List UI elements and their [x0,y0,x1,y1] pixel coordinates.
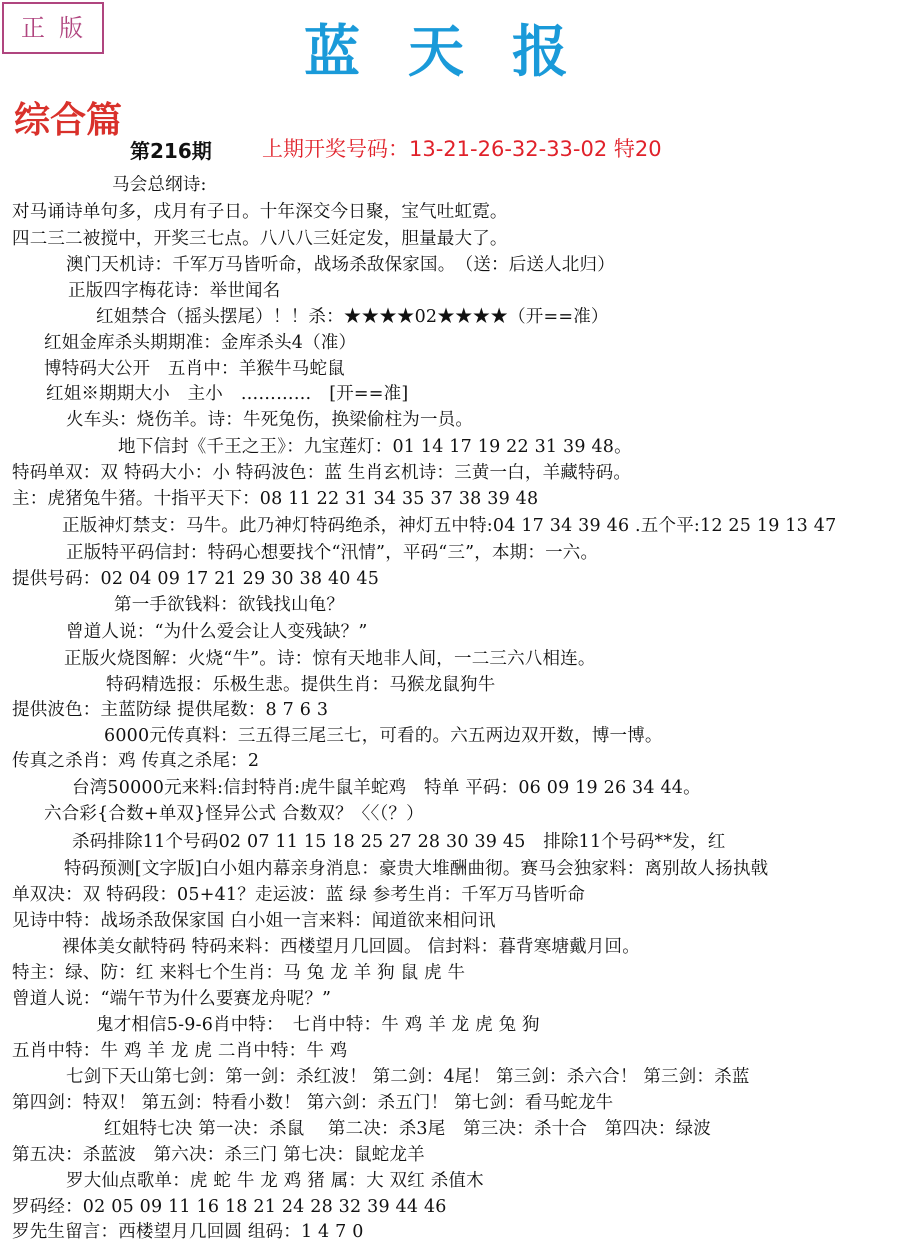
text-line: 罗码经：02 05 09 11 16 18 21 24 28 32 39 44 46 [12,1197,447,1217]
text-line: 单双决：双 特码段：05+41？走运波：蓝 绿 参考生肖：千军万马皆听命 [12,885,586,905]
text-line: 见诗中特：战场杀敌保家国 白小姐一言来料：闻道欲来相问讯 [12,911,496,931]
text-line: 传真之杀肖：鸡 传真之杀尾：2 [12,751,260,771]
text-line: 四二三二被搅中，开奖三七点。八八八三妊定发，胆量最大了。 [12,229,508,249]
text-line: 正版特平码信封：特码心想要找个“汛情”，平码“三”，本期：一六。 [66,543,599,563]
last-draw-numbers: 上期开奖号码：13-21-26-32-33-02 特20 [262,137,662,161]
text-line: 裸体美女献特码 特码来料：西楼望月几回圆。 信封料：暮背寒塘戴月回。 [62,937,640,957]
text-line: 6000元传真料：三五得三尾三七，可看的。六五两边双开数，博一博。 [104,726,663,746]
text-line: 澳门天机诗：千军万马皆听命，战场杀敌保家国。 （送：后送人北归） [66,255,615,275]
text-line: 红姐※期期大小 主小 ………… [开==准] [46,384,409,404]
text-line: 特码精选报：乐极生悲。提供生肖：马猴龙鼠狗牛 [106,675,496,695]
text-line: 第五决：杀蓝波 第六决：杀三门 第七决：鼠蛇龙羊 [12,1145,425,1165]
text-line: 红姐金库杀头期期准：金库杀头4（准） [44,333,357,353]
text-line: 红姐特七决 第一决：杀鼠 第二决：杀3尾 第三决：杀十合 第四决：绿波 [104,1119,711,1139]
text-line: 台湾50000元来料:信封特肖:虎牛鼠羊蛇鸡 特单 平码：06 09 19 26 34 44。 [72,778,701,798]
text-line: 正版火烧图解：火烧“牛”。诗：惊有天地非人间，一二三六八相连。 [64,649,596,669]
text-line: 提供波色：主蓝防绿 提供尾数：8 7 6 3 [12,700,329,720]
text-line: 特码单双：双 特码大小：小 特码波色：蓝 生肖玄机诗：三黄一白，羊藏特码。 [12,463,632,483]
section-title: 综合篇 [14,99,123,141]
text-line: 红姐禁合（摇头摆尾）！！杀：★★★★02★★★★（开==准） [96,307,609,327]
text-line: 曾道人说：“端午节为什么要赛龙舟呢？” [12,989,332,1009]
text-line: 罗大仙点歌单：虎 蛇 牛 龙 鸡 猪 属：大 双红 杀值木 [66,1171,484,1191]
edition-badge: 正版 [2,2,104,54]
text-line: 提供号码：02 04 09 17 21 29 30 38 40 45 [12,569,380,589]
text-line: 火车头：烧伤羊。诗：牛死兔伤，换梁偷柱为一员。 [66,410,474,430]
text-line: 主：虎猪兔牛猪。十指平天下：08 11 22 31 34 35 37 38 39 48 [12,489,539,509]
text-line: 正版神灯禁支：马牛。此乃神灯特码绝杀，神灯五中特:04 17 34 39 46 .五个平:12 25 19 13 47 [62,516,837,536]
text-line: 六合彩{合数+单双}怪异公式 合数双？〈〈（？） [44,804,424,824]
text-line: 马会总纲诗: [112,175,207,195]
text-line: 特主：绿、防：红 来料七个生肖：马 兔 龙 羊 狗 鼠 虎 牛 [12,963,466,983]
text-line: 杀码排除11个号码02 07 11 15 18 25 27 28 30 39 45 排除11个号码**发，红 [72,832,726,852]
text-line: 第一手欲钱料：欲钱找山龟？ [114,595,345,615]
text-line: 七剑下天山第七剑：第一剑：杀红波！ 第二剑：4尾！ 第三剑：杀六合！ 第三剑：杀蓝 [66,1067,750,1087]
text-line: 第四剑：特双！ 第五剑：特看小数！ 第六剑：杀五门！ 第七剑：看马蛇龙牛 [12,1093,614,1113]
text-line: 地下信封《千王之王》：九宝莲灯：01 14 17 19 22 31 39 48。 [118,437,632,457]
text-line: 五肖中特：牛 鸡 羊 龙 虎 二肖中特：牛 鸡 [12,1041,348,1061]
text-line: 博特码大公开 五肖中：羊猴牛马蛇鼠 [44,359,345,379]
text-line: 曾道人说：“为什么爱会让人变残缺？” [66,622,368,642]
text-line: 罗先生留言：西楼望月几回圆 组码：1 4 7 0 [12,1222,364,1242]
newspaper-masthead: 蓝天报 [304,20,616,85]
text-line: 鬼才相信5-9-6肖中特： 七肖中特：牛 鸡 羊 龙 虎 兔 狗 [96,1015,540,1035]
text-line: 对马诵诗单句多，戌月有子日。十年深交今日聚，宝气吐虹霓。 [12,202,508,222]
text-line: 正版四字梅花诗：举世闻名 [68,281,281,301]
issue-number: 第216期 [130,139,212,163]
text-line: 特码预测[文字版]白小姐内幕亲身消息：豪贵大堆酬曲彻。赛马会独家料：离别故人扬执戟 [64,859,769,879]
